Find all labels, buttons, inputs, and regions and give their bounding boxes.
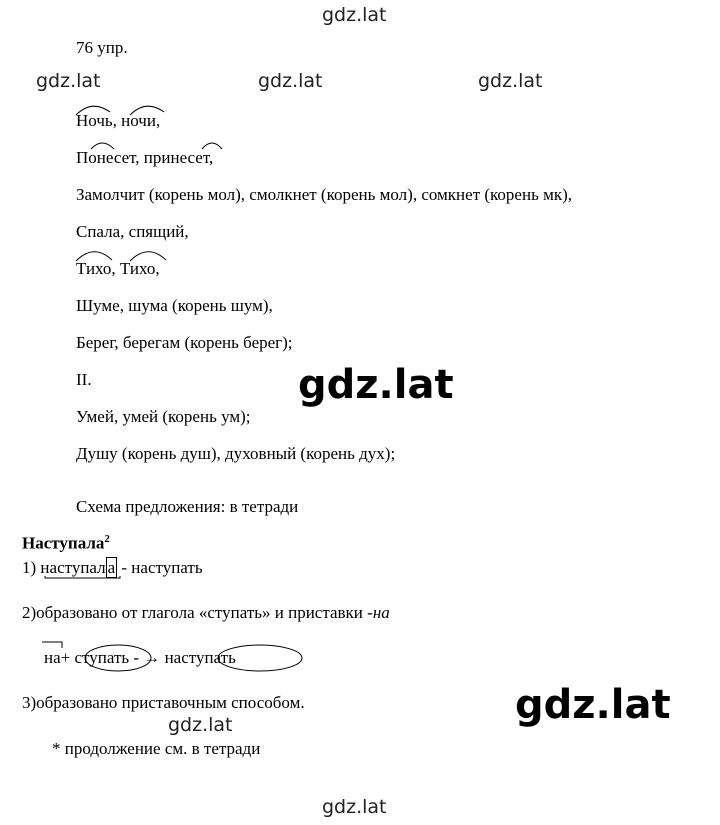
analysis-p2-italic: на [372,603,390,622]
analysis-point-3: 3)образовано приставочным способом. [22,693,305,712]
watermark-row1-center: gdz.lat [258,70,323,92]
watermark-bottom: gdz.lat [322,796,387,818]
exercise-line-7: Берег, берегам (корень берег); [76,333,293,352]
exercise-line-4: Спала, спящий, [76,222,189,241]
watermark-big-right: gdz.lat [515,682,671,728]
continuation-note: * продолжение см. в тетради [52,739,261,758]
analysis-word [22,533,110,554]
exercise-line-8: II. [76,370,92,389]
exercise-line-6: Шуме, шума (корень шум), [76,296,273,315]
root-arc-icon [74,99,186,117]
watermark-row1-right: gdz.lat [478,70,543,92]
exercise-line-10: Душу (корень душ), духовный (корень дух); [76,444,396,463]
analysis-p1-num: 1) [22,558,41,577]
watermark-small-lower: gdz.lat [168,714,233,736]
analysis-p2-text: 2)образовано от глагола «ступать» и приставки - [22,603,373,622]
watermark-row1-left: gdz.lat [36,70,101,92]
scheme-plus: + [60,648,75,667]
watermark-top: gdz.lat [322,4,387,26]
scheme-root: ступать [74,648,130,667]
scheme-arrow: - → [129,648,165,667]
analysis-word-text: Наступала [22,533,105,553]
root-arc-icon [90,139,220,153]
analysis-word-sup: 2 [104,533,110,545]
scheme-prefix: на [44,648,61,667]
analysis-p1-rest: - наступать [117,558,203,577]
exercise-line-1: Ночь, ночи, [76,111,161,130]
analysis-point-2 [22,603,390,623]
exercise-line-5: Тихо, Тихо, [76,259,160,278]
exercise-heading: 76 упр. [76,38,128,57]
root-arc-icon [74,245,186,263]
stem-bracket-icon [42,558,122,582]
exercise-line-2: Понесет, принесет, [76,148,214,167]
exercise-line-3: Замолчит (корень мол), смолкнет (корень мол), сомкнет (корень мк), [76,185,573,204]
scheme-result: наступать [164,648,236,667]
exercise-line-9: Умей, умей (корень ум); [76,407,251,426]
analysis-p1-stem: наступал [40,558,106,577]
morpheme-marks-icon [38,634,308,674]
watermark-big-mid: gdz.lat [298,362,454,408]
sentence-scheme: Схема предложения: в тетради [76,497,299,516]
ending-box: а [107,558,116,577]
